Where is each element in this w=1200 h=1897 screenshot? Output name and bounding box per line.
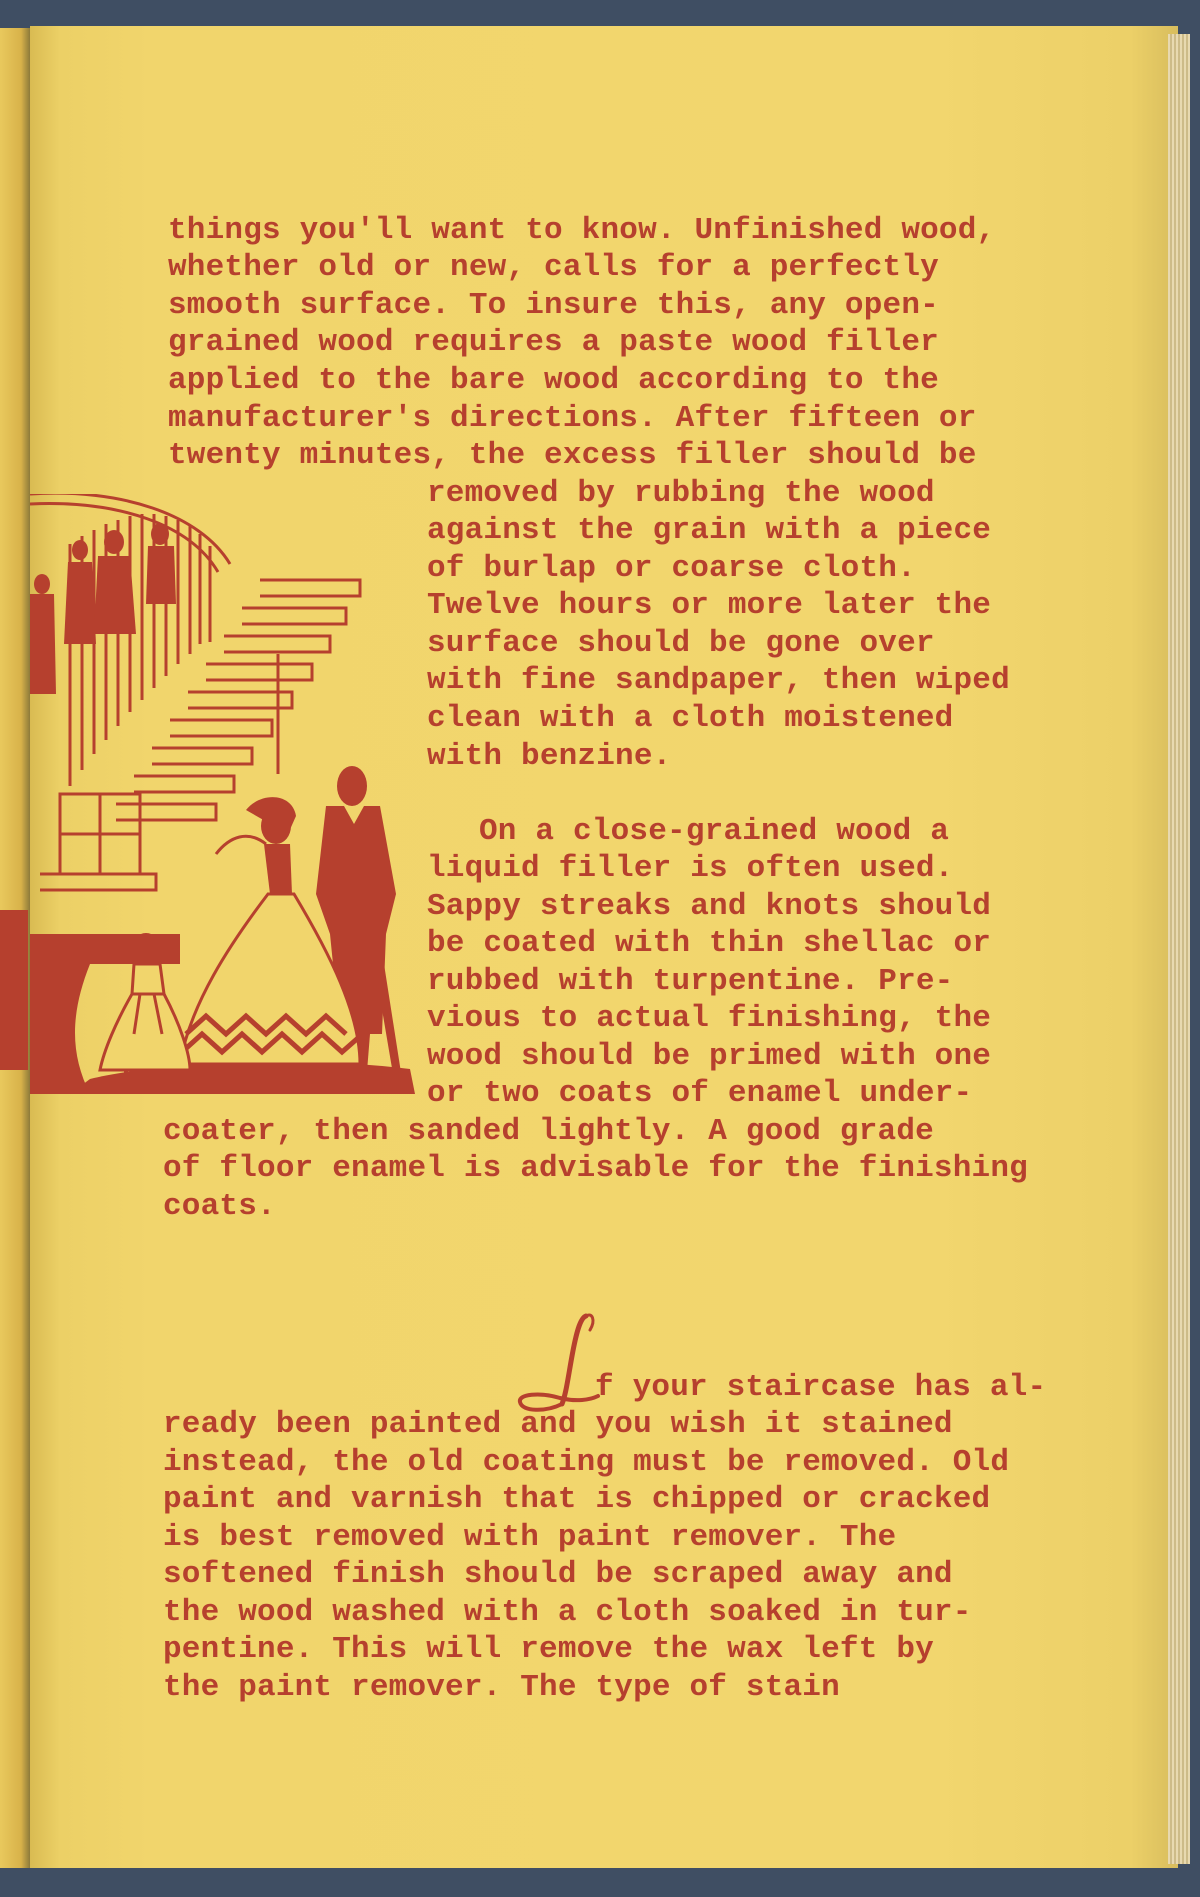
text-line: softened finish should be scraped away and [163,1557,953,1592]
text-line: is best removed with paint remover. The [163,1520,897,1555]
text-line: smooth surface. To insure this, any open- [168,288,939,323]
text-line: things you'll want to know. Unfinished wood, [168,213,996,248]
text-line: liquid filler is often used. [427,851,954,886]
text-line: applied to the bare wood according to the [168,363,939,398]
text-line: Twelve hours or more later the [427,588,992,623]
text-line: twenty minutes, the excess filler should be [168,438,977,473]
page [30,26,1178,1868]
text-line: manufacturer's directions. After fifteen or [168,401,977,436]
text-line: surface should be gone over [427,626,935,661]
drop-cap-letter [516,1308,606,1418]
text-line: instead, the old coating must be removed. Old [163,1445,1010,1480]
text-line: whether old or new, calls for a perfectly [168,250,939,285]
text-line: wood should be primed with one [427,1039,992,1074]
text-line: rubbed with turpentine. Pre- [427,964,954,999]
text-line: with benzine. [427,739,672,774]
page-stack-edge [1168,34,1190,1864]
text-line: grained wood requires a paste wood filler [168,325,939,360]
text-line: with fine sandpaper, then wiped [427,663,1010,698]
text-line: f your staircase has al- [595,1370,1047,1405]
text-line: clean with a cloth moistened [427,701,954,736]
text-line: or two coats of enamel under- [427,1076,973,1111]
text-line: the wood washed with a cloth soaked in tur- [163,1595,972,1630]
staircase-illustration [30,494,422,1106]
text-line: removed by rubbing the wood [427,476,935,511]
text-line: vious to actual finishing, the [427,1001,992,1036]
text-line: On a close-grained wood a [479,814,950,849]
text-line: against the grain with a piece [427,513,992,548]
text-line: of floor enamel is advisable for the finishing [163,1151,1028,1186]
text-line: pentine. This will remove the wax left by [163,1632,934,1667]
svg-text:I: I [516,1308,517,1309]
text-line: paint and varnish that is chipped or cracked [163,1482,991,1517]
text-line: Sappy streaks and knots should [427,889,992,924]
text-line: coats. [163,1189,276,1224]
text-line: coater, then sanded lightly. A good grade [163,1114,934,1149]
text-line: ready been painted and you wish it stained [163,1407,953,1442]
text-line: of burlap or coarse cloth. [427,551,916,586]
text-line: the paint remover. The type of stain [163,1670,840,1705]
left-page-illustration-edge [0,910,28,1070]
text-line: be coated with thin shellac or [427,926,992,961]
